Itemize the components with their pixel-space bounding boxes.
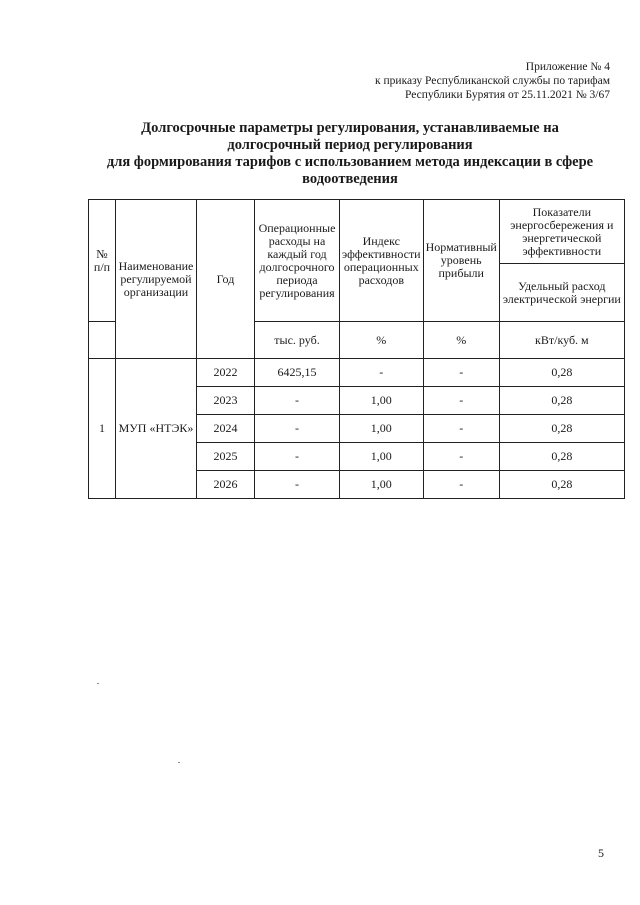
page-number: 5 bbox=[598, 846, 604, 860]
cell-index: 1,00 bbox=[340, 443, 424, 471]
scan-speck bbox=[178, 762, 180, 763]
cell-energy: 0,28 bbox=[499, 387, 624, 415]
cell-energy: 0,28 bbox=[499, 443, 624, 471]
header-org: Наименование регулируемой организации bbox=[116, 200, 197, 359]
cell-opex: - bbox=[255, 415, 340, 443]
header-num: № п/п bbox=[89, 200, 116, 322]
title-line-1: Долгосрочные параметры регулирования, устанавливаемые на bbox=[141, 120, 559, 136]
cell-year: 2026 bbox=[197, 471, 255, 499]
unit-energy: кВт/куб. м bbox=[499, 322, 624, 359]
cell-energy: 0,28 bbox=[499, 471, 624, 499]
cell-year: 2022 bbox=[197, 359, 255, 387]
cell-profit: - bbox=[423, 443, 499, 471]
parameters-table bbox=[88, 199, 625, 499]
header-index: Индекс эффективности операционных расходов bbox=[340, 200, 424, 322]
appendix-line-1: Приложение № 4 bbox=[525, 61, 610, 73]
cell-opex: - bbox=[255, 443, 340, 471]
cell-index: 1,00 bbox=[340, 471, 424, 499]
header-year: Год bbox=[197, 200, 255, 359]
cell-year: 2025 bbox=[197, 443, 255, 471]
title-line-2: долгосрочный период регулирования bbox=[227, 137, 473, 153]
unit-opex: тыс. руб. bbox=[255, 322, 340, 359]
appendix-note bbox=[375, 60, 610, 102]
title-line-3: для формирования тарифов с использованием метода индексации в сфере bbox=[106, 154, 594, 170]
cell-year: 2024 bbox=[197, 415, 255, 443]
cell-year: 2023 bbox=[197, 387, 255, 415]
header-energy-group: Показатели энергосбережения и энергетической эффективности bbox=[499, 200, 624, 264]
cell-profit: - bbox=[423, 359, 499, 387]
cell-opex: - bbox=[255, 471, 340, 499]
cell-index: - bbox=[340, 359, 424, 387]
header-opex: Операционные расходы на каждый год долгосрочного периода регулирования bbox=[255, 200, 340, 322]
unit-index: % bbox=[340, 322, 424, 359]
cell-energy: 0,28 bbox=[499, 359, 624, 387]
unit-profit: % bbox=[423, 322, 499, 359]
cell-opex: 6425,15 bbox=[255, 359, 340, 387]
header-energy: Удельный расход электрической энергии bbox=[499, 264, 624, 322]
org-name: МУП «НТЭК» bbox=[116, 359, 197, 499]
title-line-4: водоотведения bbox=[302, 171, 398, 187]
row-number: 1 bbox=[89, 359, 116, 499]
header-row-1 bbox=[89, 200, 625, 264]
appendix-line-2: к приказу Республиканской службы по тарифам bbox=[375, 75, 610, 87]
header-profit: Нормативный уровень прибыли bbox=[423, 200, 499, 322]
cell-opex: - bbox=[255, 387, 340, 415]
appendix-line-3: Республики Бурятия от 25.11.2021 № 3/67 bbox=[404, 89, 610, 101]
document-title bbox=[80, 120, 620, 188]
cell-energy: 0,28 bbox=[499, 415, 624, 443]
cell-profit: - bbox=[423, 471, 499, 499]
cell-index: 1,00 bbox=[340, 415, 424, 443]
cell-profit: - bbox=[423, 415, 499, 443]
cell-profit: - bbox=[423, 387, 499, 415]
table-row bbox=[89, 359, 625, 387]
cell-index: 1,00 bbox=[340, 387, 424, 415]
scan-speck bbox=[97, 683, 99, 684]
units-num-empty bbox=[89, 322, 116, 359]
